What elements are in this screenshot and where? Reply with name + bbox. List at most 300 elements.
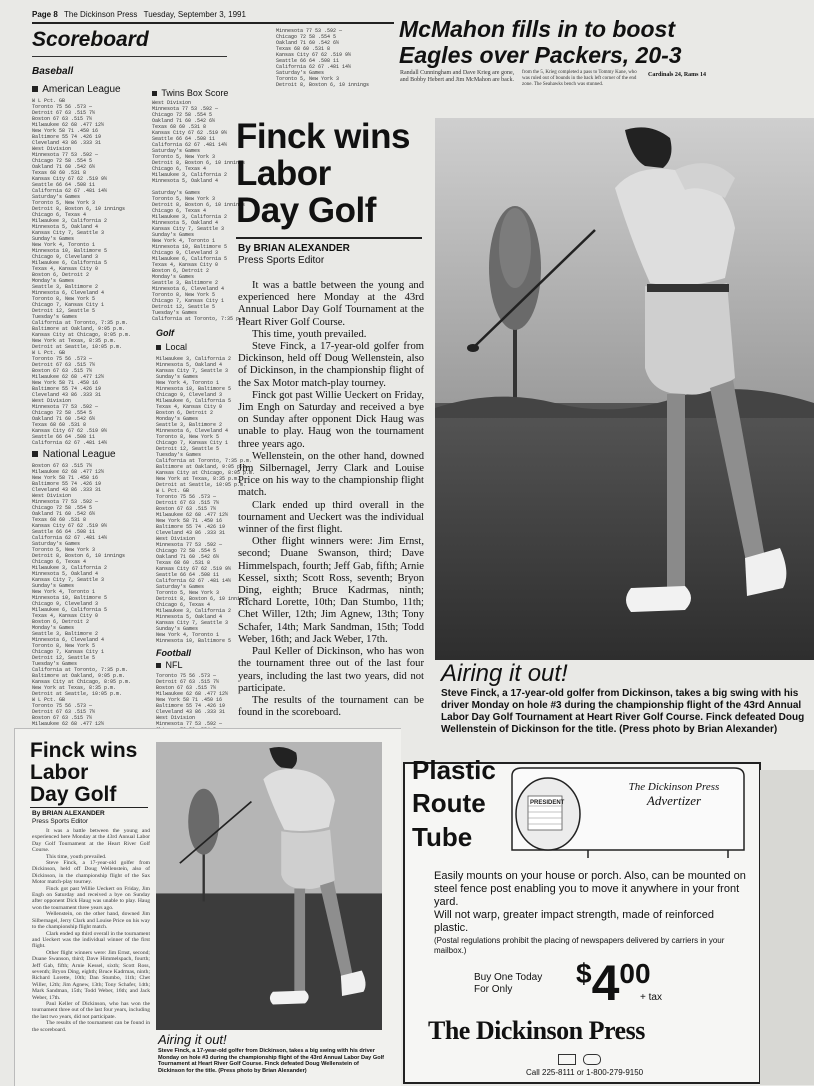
score-line: West Division: [32, 146, 72, 152]
score-line: Oakland 71 60 .542 6½: [276, 40, 340, 46]
score-line: Oakland 71 60 .542 6½: [32, 416, 96, 422]
section-square-icon: [32, 86, 38, 92]
score-line: Texas 68 60 .531 8: [152, 124, 207, 130]
score-line: Detroit at Seattle, 10:05 p.m.: [32, 344, 123, 350]
score-line: Minnesota 6, Cleveland 4: [32, 637, 105, 643]
score-line: Monday's Games: [156, 416, 199, 422]
score-line: Kansas City 67 62 .519 9½: [152, 130, 228, 136]
ad-headline: [412, 755, 496, 854]
ad-price-tax: + tax: [640, 992, 662, 1003]
score-line: Chicago 72 58 .554 5: [32, 410, 93, 416]
score-line: Texas 4, Kansas City 0: [156, 404, 223, 410]
reduced-caption-title: Airing it out!: [158, 1032, 227, 1047]
score-line: New York 58 71 .450 16: [156, 518, 223, 524]
score-line: Oakland 71 60 .542 6½: [152, 118, 216, 124]
ad-buy-line2: For Only: [474, 984, 513, 995]
score-line: Milwaukee 62 68 .477 12½: [32, 721, 105, 727]
headline-rule: [236, 237, 422, 239]
score-line: Seattle 3, Baltimore 2: [32, 284, 99, 290]
score-line: Toronto 75 56 .573 —: [32, 703, 93, 709]
score-line: New York 58 71 .450 16: [32, 128, 99, 134]
score-line: Boston 67 63 .515 7½: [32, 463, 93, 469]
score-line: Toronto 75 56 .573 —: [32, 356, 93, 362]
score-line: Minnesota 77 53 .592 —: [156, 542, 223, 548]
score-line: California 62 67 .481 14½: [32, 535, 108, 541]
score-line: Minnesota 5, Oakland 4: [156, 362, 223, 368]
score-line: Milwaukee 62 68 .477 12½: [156, 512, 229, 518]
score-line: Toronto 5, New York 3: [32, 547, 96, 553]
score-line: Minnesota 77 53 .592 —: [156, 721, 223, 727]
score-line: Toronto 5, New York 3: [152, 196, 216, 202]
price-cents: 00: [619, 958, 651, 989]
score-line: Toronto 8, New York 5: [32, 643, 96, 649]
reduced-headline-line1: Finck wins: [30, 739, 138, 762]
score-line: Detroit 8, Boston 6, 10 innings: [152, 160, 246, 166]
golfer-photo-art: [435, 118, 814, 660]
reduced-paragraph: The results of the tournament can be found in the scoreboard.: [32, 1020, 150, 1033]
score-line: W L Pct. GB: [156, 488, 190, 494]
ad-body-text: Easily mounts on your house or porch. Also, can be mounted on steel fence post enabling you to move it anywhere in your front yard.: [434, 870, 746, 908]
story-paragraph: Wellenstein, on the other hand, downed Jim Silbernagel, Jerry Clark and Louise Price on his way to the championship flight match.: [238, 450, 424, 499]
score-line: California at Toronto, 7:35 p.m.: [152, 316, 249, 322]
section-square-icon: [156, 345, 161, 350]
score-line: Saturday's Games: [276, 70, 325, 76]
score-line: Kansas City at Chicago, 8:05 p.m.: [156, 470, 256, 476]
score-line: Kansas City 7, Seattle 3: [32, 230, 105, 236]
score-line: Milwaukee 6, California 5: [156, 398, 232, 404]
score-line: Minnesota 10, Baltimore 5: [32, 595, 108, 601]
score-line: Monday's Games: [152, 274, 195, 280]
score-line: Milwaukee 3, California 2: [156, 608, 232, 614]
score-line: Kansas City 7, Seattle 3: [152, 226, 225, 232]
main-headline-line2: Labor: [236, 154, 331, 193]
score-line: Detroit at Seattle, 10:05 p.m.: [32, 691, 123, 697]
score-line: Seattle 66 64 .508 11: [32, 434, 96, 440]
score-line: New York 4, Toronto 1: [156, 380, 220, 386]
score-line: Cleveland 43 86 .333 31: [32, 140, 102, 146]
score-line: California 62 67 .481 14½: [32, 440, 108, 446]
score-line: Minnesota 5, Oakland 4: [156, 614, 223, 620]
score-line: Saturday's Games: [156, 584, 205, 590]
score-line: West Division: [32, 398, 72, 404]
main-story-body: [238, 280, 424, 780]
score-line: Chicago 6, Texas 4: [156, 602, 211, 608]
score-line: Milwaukee 62 68 .477 12½: [32, 469, 105, 475]
baseball-label: Baseball: [32, 66, 74, 77]
reduced-headline-rule: [30, 807, 148, 808]
score-line: W L Pct. GB: [32, 350, 66, 356]
score-line: Milwaukee 6, California 5: [152, 256, 228, 262]
score-line: Minnesota 77 53 .592 —: [276, 28, 343, 34]
score-line: Detroit 8, Boston 6, 10 innings: [276, 82, 370, 88]
score-line: West Division: [32, 493, 72, 499]
score-line: Kansas City at Chicago, 8:05 p.m.: [32, 332, 132, 338]
score-line: Seattle 3, Baltimore 2: [32, 631, 99, 637]
story-paragraph: The results of the tournament can be found in the scoreboard.: [238, 694, 424, 719]
price-main: 4: [591, 955, 620, 1011]
score-line: Chicago 72 58 .554 5: [32, 158, 93, 164]
scoreboard-rule: [32, 56, 227, 57]
score-line: New York at Texas, 8:35 p.m.: [156, 476, 241, 482]
score-line: Oakland 71 60 .542 6½: [32, 511, 96, 517]
local-label: Local: [165, 342, 188, 352]
score-line: Cleveland 43 86 .333 31: [32, 392, 102, 398]
reduced-paragraph: Other flight winners were: Jim Ernst, second; Duane Swanson, third; Dave Himmelspach, fourth; Jeff Gab, fifth; Arnie Kessel, sixth; Scott Ross, seventh; Bryon Ding, eighth; Bruce Kadrmas, ninth; Richard Lorette, 10th; Dan Stumbo, 11th; Chet Willer, 12th; Jim Agnew, 13th; Tony Schafer, 14th; Mark Sandman, 15th; Todd Weber, 16th; and Jack Weber, 17th.: [32, 949, 150, 1001]
ad-body-text-2: Will not warp, greater impact strength, made of reinforced plastic.: [434, 909, 715, 934]
score-line: Toronto 8, New York 5: [152, 292, 216, 298]
tube-brand: [604, 780, 744, 808]
score-line: Detroit 67 63 .515 7½: [32, 362, 96, 368]
reduced-paragraph: Finck got past Willie Ueckert on Friday, Jim Engh on Saturday and received a bye on Sunday after opponent Dick Haug was unable to play. Haug won the tournament three years ago.: [32, 885, 150, 911]
score-line: Baltimore 55 74 .426 19: [32, 481, 102, 487]
score-line: Texas 4, Kansas City 0: [32, 266, 99, 272]
score-line: Toronto 75 56 .573 —: [156, 494, 217, 500]
al-standings: [32, 98, 150, 448]
story-paragraph: This time, youth prevailed.: [252, 328, 367, 340]
score-line: Detroit 12, Seattle 5: [152, 304, 216, 310]
score-line: Toronto 5, New York 3: [152, 154, 216, 160]
reduced-byline-name: By BRIAN ALEXANDER: [32, 810, 105, 817]
score-line: Chicago 7, Kansas City 1: [32, 649, 105, 655]
score-line: Detroit 67 63 .515 7½: [32, 110, 96, 116]
score-line: Seattle 66 64 .508 11: [32, 182, 96, 188]
score-line: Minnesota 77 53 .592 —: [32, 499, 99, 505]
ad-headline-line1: Plastic: [412, 755, 496, 785]
eagles-headline: [399, 16, 809, 68]
score-line: Monday's Games: [32, 278, 75, 284]
score-line: Chicago 6, Texas 4: [32, 212, 87, 218]
score-line: Chicago 9, Cleveland 3: [156, 392, 223, 398]
score-line: Milwaukee 62 68 .477 12½: [156, 691, 229, 697]
reduced-story-body: [32, 828, 150, 1078]
score-line: Toronto 75 56 .573 —: [156, 673, 217, 679]
score-line: Saturday's Games: [32, 541, 81, 547]
score-line: Saturday's Games: [152, 190, 201, 196]
score-line: West Division: [156, 536, 196, 542]
score-line: Texas 68 60 .531 8: [32, 517, 87, 523]
score-line: California 62 67 .481 14½: [152, 142, 228, 148]
score-line: New York 4, Toronto 1: [32, 589, 96, 595]
ad-headline-line3: Tube: [412, 822, 473, 852]
score-line: Kansas City 67 62 .519 9½: [32, 523, 108, 529]
score-line: Minnesota 77 53 .592 —: [32, 152, 99, 158]
issue-date: Tuesday, September 3, 1991: [143, 10, 246, 19]
score-line: Baltimore at Oakland, 9:05 p.m.: [156, 464, 250, 470]
score-line: Seattle 66 64 .508 11: [152, 136, 216, 142]
score-line: New York 58 71 .450 16: [32, 475, 99, 481]
nfl-standings: [156, 673, 232, 733]
american-league-heading: [32, 84, 121, 95]
score-line: Cleveland 43 86 .333 31: [156, 709, 226, 715]
score-line: Detroit 12, Seattle 5: [32, 655, 96, 661]
score-line: Chicago 72 58 .554 5: [276, 34, 337, 40]
score-line: Boston 67 63 .515 7½: [32, 116, 93, 122]
score-line: Seattle 66 64 .508 11: [32, 529, 96, 535]
score-line: Saturday's Games: [152, 148, 201, 154]
nfl-label: NFL: [165, 660, 183, 670]
score-line: Toronto 5, New York 3: [32, 200, 96, 206]
story-paragraph: Paul Keller of Dickinson, who has won the tournament three out of the last four years, including the last two years, did not participate.: [238, 646, 424, 694]
score-line: California 62 67 .481 14½: [156, 578, 232, 584]
score-line: Milwaukee 3, California 2: [152, 214, 228, 220]
score-line: Chicago 72 58 .554 5: [152, 112, 213, 118]
score-line: Toronto 75 56 .573 —: [32, 104, 93, 110]
score-line: Kansas City 7, Seattle 3: [32, 577, 105, 583]
football-label: Football: [156, 648, 191, 658]
score-line: Detroit 12, Seattle 5: [32, 308, 96, 314]
reduced-paragraph: Clark ended up third overall in the tournament and Ueckert was the individual winner of the first flight.: [32, 930, 150, 950]
story-paragraph: It was a battle between the young and experienced here Monday at the 43rd Annual Labor Day Golf Tournament at the Heart River Golf Course.: [238, 280, 424, 328]
reduced-photo-art: [156, 742, 382, 1030]
score-line: Milwaukee 62 68 .477 12½: [32, 122, 105, 128]
nl-standings: [32, 463, 150, 731]
score-line: Kansas City 7, Seattle 3: [156, 620, 229, 626]
masthead-strip: [32, 10, 392, 22]
score-line: Minnesota 10, Baltimore 5: [152, 244, 228, 250]
score-line: New York at Texas, 8:35 p.m.: [32, 685, 117, 691]
score-line: Minnesota 6, Cleveland 4: [156, 428, 229, 434]
score-line: New York 58 71 .450 16: [32, 380, 99, 386]
score-line: Minnesota 5, Oakland 4: [32, 571, 99, 577]
eagles-side-note: Cardinals 24, Rams 14: [648, 72, 707, 78]
reduced-caption-text: Steve Finck, a 17-year-old golfer from Dickinson, takes a big swing with his driver Monday on hole #3 during the championship flight of the 43rd Annual Labor Day Golf Tournament at Heart River Golf Course. Finck defeated Doug Wellenstein of Dickinson for the title. (Press photo by Brian Alexander): [158, 1048, 385, 1074]
score-line: Tuesday's Games: [32, 661, 78, 667]
score-line: California at Toronto, 7:35 p.m.: [32, 320, 129, 326]
score-line: Minnesota 6, Cleveland 4: [152, 286, 225, 292]
mastercard-icon: [583, 1054, 601, 1065]
score-line: Kansas City 67 62 .519 9½: [32, 428, 108, 434]
score-line: West Division: [156, 715, 196, 721]
score-line: Toronto 5, New York 3: [156, 590, 220, 596]
score-line: Kansas City 67 62 .519 9½: [276, 52, 352, 58]
score-line: Minnesota 10, Baltimore 5: [156, 638, 232, 644]
score-line: Detroit 8, Boston 6, 10 innings: [152, 202, 246, 208]
score-line: Kansas City at Chicago, 8:05 p.m.: [32, 679, 132, 685]
score-line: Chicago 6, Texas 4: [152, 208, 207, 214]
score-line: New York 4, Toronto 1: [152, 238, 216, 244]
score-line: Saturday's Games: [32, 194, 81, 200]
reduced-paragraph: Paul Keller of Dickinson, who has won the tournament three out of the last four years, including the last two years, did not participate.: [32, 1000, 150, 1020]
score-line: Detroit 67 63 .515 7½: [156, 679, 220, 685]
score-line: Texas 4, Kansas City 0: [152, 262, 219, 268]
score-line: Baltimore at Oakland, 9:05 p.m.: [32, 673, 126, 679]
score-line: Cleveland 43 86 .333 31: [32, 487, 102, 493]
score-line: Milwaukee 6, California 5: [32, 607, 108, 613]
ad-body: [434, 870, 746, 935]
score-line: Chicago 9, Cleveland 3: [32, 254, 99, 260]
score-line: Seattle 3, Baltimore 2: [156, 422, 223, 428]
score-line: New York 4, Toronto 1: [32, 242, 96, 248]
golf-label: Golf: [156, 328, 174, 338]
ad-note: (Postal regulations prohibit the placing of newspapers delivered by carriers in your mailbox.): [434, 936, 725, 955]
nfl-heading: [156, 660, 183, 670]
score-line: Detroit 8, Boston 6, 10 innings: [32, 206, 126, 212]
score-line: New York 58 71 .450 16: [156, 697, 223, 703]
local-heading: [156, 342, 187, 352]
page-edge: [760, 770, 814, 1085]
page-label: Page 8: [32, 10, 58, 19]
score-line: Boston 67 63 .515 7½: [32, 715, 93, 721]
score-line: Boston 67 63 .515 7½: [156, 685, 217, 691]
score-line: Texas 68 60 .531 8: [32, 422, 87, 428]
score-line: Sunday's Games: [32, 583, 75, 589]
byline-name: By BRIAN ALEXANDER: [238, 243, 350, 254]
score-line: Sunday's Games: [32, 236, 75, 242]
score-line: Baltimore 55 74 .426 19: [32, 134, 102, 140]
american-league-label: American League: [42, 84, 121, 95]
score-line: Kansas City 67 62 .519 9½: [156, 566, 232, 572]
score-line: California 62 67 .481 14½: [276, 64, 352, 70]
score-line: Seattle 3, Baltimore 2: [152, 280, 219, 286]
reduced-byline-title: Press Sports Editor: [32, 818, 88, 825]
score-line: Boston 67 63 .515 7½: [32, 368, 93, 374]
score-line: Tuesday's Games: [156, 452, 202, 458]
story-paragraph: Steve Finck, a 17-year-old golfer from Dickinson, held off Doug Wellenstein, also of Dickinson, in the championship flight of the Sax Motor match-play tourney.: [238, 341, 424, 389]
reduced-golfer-photo: [156, 742, 382, 1030]
twins-box-heading: [152, 88, 228, 98]
score-line: Chicago 7, Kansas City 1: [32, 302, 105, 308]
score-line: Detroit 67 63 .515 7½: [32, 709, 96, 715]
tube-brand-sub: Advertizer: [646, 793, 702, 808]
byline-title: Press Sports Editor: [238, 255, 325, 266]
section-square-icon: [152, 91, 157, 96]
score-line: Sunday's Games: [156, 374, 199, 380]
score-line: Seattle 66 64 .508 11: [156, 572, 220, 578]
score-line: Chicago 6, Texas 4: [152, 166, 207, 172]
score-line: Boston 6, Detroit 2: [32, 619, 90, 625]
score-line: Detroit 8, Boston 6, 10 innings: [156, 596, 250, 602]
masthead-rule: [32, 22, 394, 24]
ad-phone: Call 225-8111 or 1-800-279-9150: [526, 1068, 644, 1077]
eagles-headline-line1: McMahon fills in to boost: [399, 16, 675, 42]
box-scores-2: [152, 190, 249, 322]
ad-headline-line2: Route: [412, 788, 486, 818]
score-line: West Division: [152, 100, 192, 106]
main-headline: [236, 118, 426, 229]
score-line: Baltimore 55 74 .426 19: [32, 386, 102, 392]
score-line: Minnesota 10, Baltimore 5: [156, 386, 232, 392]
paper-name: The Dickinson Press: [64, 10, 138, 19]
national-league-heading: [32, 449, 116, 460]
reduced-paragraph: It was a battle between the young and experienced here Monday at the 43rd Annual Labor Day Golf Tournament at the Heart River Golf Course.: [32, 828, 150, 854]
score-line: Chicago 72 58 .554 5: [156, 548, 217, 554]
score-line: Toronto 8, New York 5: [32, 296, 96, 302]
reduced-headline-line2: Labor: [30, 761, 89, 784]
score-line: Toronto 5, New York 3: [276, 76, 340, 82]
score-line: Milwaukee 3, California 2: [32, 565, 108, 571]
score-line: Detroit 67 63 .515 7½: [156, 500, 220, 506]
reduced-byline: [32, 810, 105, 826]
score-line: Boston 6, Detroit 2: [156, 410, 214, 416]
twins-box-label: Twins Box Score: [161, 88, 229, 98]
story-paragraph: Finck got past Willie Ueckert on Friday, Jim Engh on Saturday and received a bye on Sunday after opponent Dick Haug was unable to play. Haug won the tournament three years ago.: [238, 389, 424, 450]
score-line: Baltimore 55 74 .426 19: [156, 524, 226, 530]
score-line: Kansas City 67 62 .519 9½: [32, 176, 108, 182]
reduced-paragraph: Steve Finck, a 17-year-old golfer from Dickinson, held off Doug Wellenstein, also of Dickinson, in the championship flight of the Sax Motor match-play tourney.: [32, 860, 150, 886]
score-line: Texas 4, Kansas City 0: [32, 613, 99, 619]
score-line: Chicago 72 58 .554 5: [32, 505, 93, 511]
score-line: California at Toronto, 7:35 p.m.: [32, 667, 129, 673]
score-line: Tuesday's Games: [32, 314, 78, 320]
reduced-headline-line3: Day Golf: [30, 783, 117, 806]
golfer-photo: [435, 118, 814, 660]
score-line: W L Pct. GB: [32, 98, 66, 104]
eagles-col2: from the 5, Krieg completed a pass to Tommy Kane, who was ruled out of bounds in the back left corner of the end zone. The Seahawks bench was stunned.: [522, 70, 637, 87]
main-headline-line1: Finck wins: [236, 117, 410, 156]
score-line: California 62 67 .481 14½: [32, 188, 108, 194]
score-line: Milwaukee 3, California 2: [156, 356, 232, 362]
score-line: Minnesota 5, Oakland 4: [32, 224, 99, 230]
score-line: New York 4, Toronto 1: [156, 632, 220, 638]
reduced-headline: [30, 740, 160, 806]
score-line: Texas 68 60 .531 8: [156, 560, 211, 566]
visa-icon: [558, 1054, 576, 1065]
ad-brand: The Dickinson Press: [428, 1016, 645, 1045]
caption-text: Steve Finck, a 17-year-old golfer from Dickinson, takes a big swing with his driver Monday on hole #3 during the championship flight of the 43rd Annual Labor Day Golf Tournament at Heart River Golf Course. Finck defeated Doug Wellenstein of Dickinson for the title. (Press photo by Brian Alexander): [441, 688, 805, 735]
ad-buy-text: [474, 972, 542, 996]
score-line: Milwaukee 6, California 5: [32, 260, 108, 266]
score-line: Minnesota 5, Oakland 4: [152, 220, 219, 226]
score-line: Minnesota 77 53 .592 —: [152, 106, 219, 112]
score-line: Boston 6, Detroit 2: [32, 272, 90, 278]
score-line: Baltimore 55 74 .426 19: [156, 703, 226, 709]
score-line: Minnesota 5, Oakland 4: [152, 178, 219, 184]
reduced-paragraph: Wellenstein, on the other hand, downed Jim Silbernagel, Jerry Clark and Louise Price on his way to the championship flight match.: [32, 911, 150, 931]
score-line: Sunday's Games: [156, 626, 199, 632]
tube-label: PRESIDENT: [530, 800, 565, 806]
score-line: Tuesday's Games: [152, 310, 198, 316]
section-square-icon: [32, 451, 38, 457]
score-line: Chicago 7, Kansas City 1: [152, 298, 225, 304]
story-paragraph: Other flight winners were: Jim Ernst, second; Duane Swanson, third; Dave Himmelspach, fourth; Jeff Gab, fifth; Arnie Kessel, sixth; Scott Ross, seventh; Bryon Ding, eighth; Bruce Kadrmas, ninth; Richard Lorette, 10th; Dan Stumbo, 11th; Chet Willer, 12th; Jim Agnew, 13th; Tony Schafer, 14th; Mark Sandman, 15th; Todd Weber, 16th; and Jack Weber, 17th.: [238, 536, 424, 645]
score-line: Minnesota 77 53 .592 —: [32, 404, 99, 410]
score-line: Texas 68 60 .531 8: [276, 46, 331, 52]
score-line: Chicago 9, Cleveland 3: [152, 250, 219, 256]
section-square-icon: [156, 663, 161, 668]
story-paragraph: Clark ended up third overall in the tournament and Ueckert was the individual winner of the first flight.: [238, 499, 424, 536]
score-line: Detroit at Seattle, 10:05 p.m.: [156, 482, 247, 488]
score-line: Baltimore at Oakland, 9:05 p.m.: [32, 326, 126, 332]
score-line: California at Toronto, 7:35 p.m.: [156, 458, 253, 464]
score-line: Boston 6, Detroit 2: [152, 268, 210, 274]
score-line: Boston 67 63 .515 7½: [156, 506, 217, 512]
score-line: Toronto 8, New York 5: [156, 434, 220, 440]
golf-results: [156, 356, 256, 644]
score-line: Milwaukee 3, California 2: [152, 172, 228, 178]
score-line: Oakland 71 60 .542 6½: [156, 554, 220, 560]
score-line: Milwaukee 3, California 2: [32, 218, 108, 224]
scoreboard-title: Scoreboard: [32, 28, 149, 51]
score-line: Sunday's Games: [152, 232, 195, 238]
eagles-headline-line2: Eagles over Packers, 20-3: [399, 42, 682, 68]
score-line: Minnesota 6, Cleveland 4: [32, 290, 105, 296]
main-byline: [238, 243, 350, 267]
national-league-label: National League: [42, 449, 116, 460]
score-line: Texas 68 60 .531 8: [32, 170, 87, 176]
score-line: Seattle 66 64 .508 11: [276, 58, 340, 64]
reduced-paragraph: This time, youth prevailed.: [46, 853, 107, 860]
main-headline-line3: Day Golf: [236, 191, 376, 230]
caption-title: Airing it out!: [441, 660, 568, 687]
score-line: Chicago 9, Cleveland 3: [32, 601, 99, 607]
tube-brand-name: The Dickinson Press: [628, 781, 720, 793]
score-line: Detroit 8, Boston 6, 10 innings: [32, 553, 126, 559]
score-line: Kansas City 7, Seattle 3: [156, 368, 229, 374]
nfl-standings-top: [276, 28, 394, 90]
eagles-snippet: Randall Cunningham and Dave Krieg are gone, and Bobby Hebert and Jim McMahon are back.: [400, 70, 515, 83]
score-line: W L Pct. GB: [32, 697, 66, 703]
score-line: Milwaukee 62 68 .477 12½: [32, 374, 105, 380]
